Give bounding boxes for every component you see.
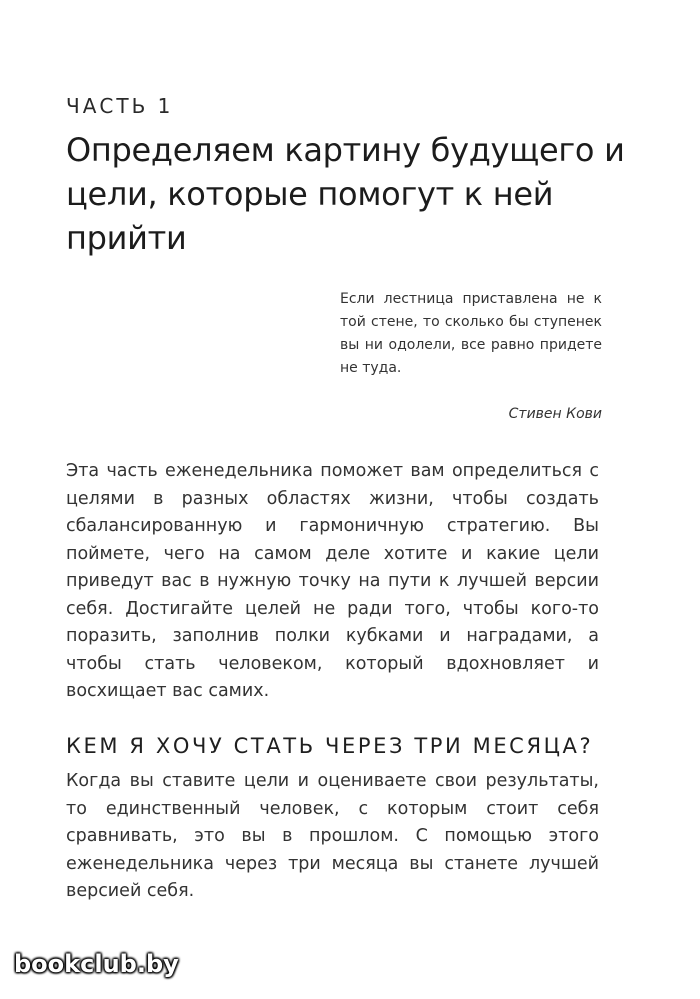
- intro-paragraph: Эта часть еженедельника поможет вам определиться с целями в разных областях жизни, чтобы создать сбалансированную и гармоничную стратегию. Вы поймете, чего на самом деле хотите и какие цели приведут вас в нужную точку на пути к лучшей версии себя. Достигайте целей не ради того, чтобы кого-то поразить, заполнив полки кубками и наградами, а чтобы стать человеком, который вдохновляет и восхищает вас самих.: [66, 461, 599, 701]
- section-paragraph: Когда вы ставите цели и оцениваете свои результаты, то единственный человек, с которым стоит себя сравнивать, это вы в прошлом. С помощью этого еженедельника через три месяца вы станете лучшей версией себя.: [66, 771, 599, 901]
- epigraph-quote: Если лестница приставлена не к той стене, то сколько бы ступенек вы ни одолели, все равно придете не туда.: [340, 291, 602, 376]
- epigraph-author: Стивен Кови: [508, 406, 602, 422]
- watermark-logo: bookclub.by: [14, 950, 179, 978]
- section-heading: КЕМ Я ХОЧУ СТАТЬ ЧЕРЕЗ ТРИ МЕСЯЦА?: [66, 734, 594, 758]
- part-label: ЧАСТЬ 1: [66, 94, 174, 118]
- part-title: Определяем картину будущего и цели, которые помогут к ней прийти: [66, 131, 625, 257]
